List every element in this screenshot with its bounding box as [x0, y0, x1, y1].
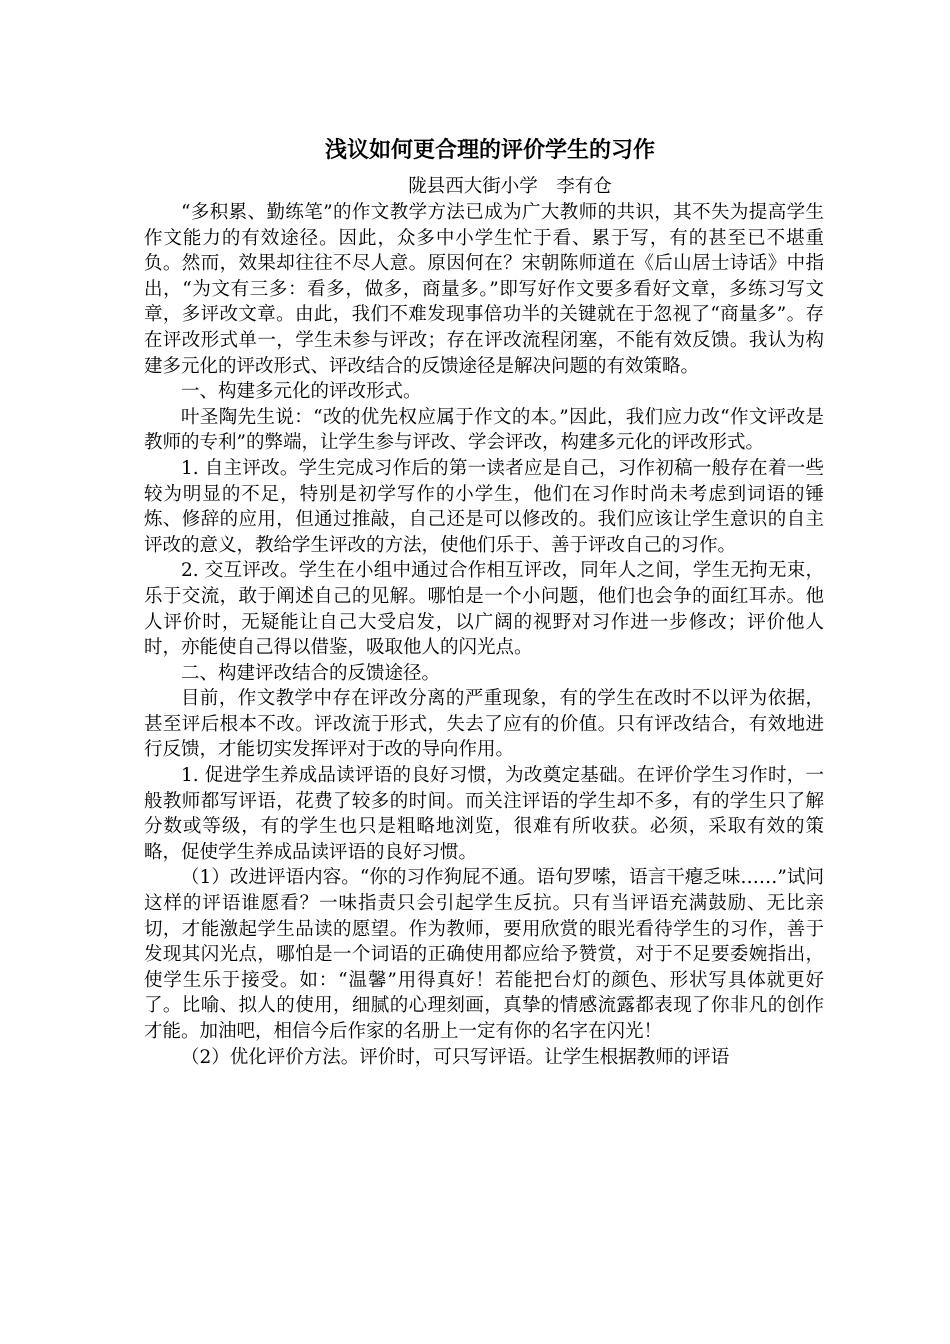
body-paragraph: 2. 交互评改。学生在小组中通过合作相互评改，同年人之间，学生无拘无束，乐于交流，敢于阐述自己的见解。哪怕是一个小问题，他们也会争的面红耳赤。他人评价时，无疑能让自己大受启发，以广阔的视野对习作进一步修改；评价他人时，亦能使自己得以借鉴，吸取他人的闪光点。 — [144, 560, 824, 659]
body-paragraph: 目前，作文教学中存在评改分离的严重现象，有的学生在改时不以评为依据，甚至评后根本不改。评改流于形式，失去了应有的价值。只有评改结合，有效地进行反馈，才能切实发挥评对于改的导向作用。 — [144, 688, 824, 761]
body-paragraph: 1. 促进学生养成品读评语的良好习惯，为改奠定基础。在评价学生习作时，一般教师都写评语，花费了较多的时间。而关注评语的学生却不多，有的学生只了解分数或等级，有的学生也只是粗略地浏览，很难有所收获。必须，采取有效的策略，促使学生养成品读评语的良好习惯。 — [144, 765, 824, 863]
author-byline: 陇县西大街小学 李有仓 — [408, 176, 612, 197]
body-paragraph: “多积累、勤练笔”的作文教学方法已成为广大教师的共识，其不失为提高学生作文能力的有效途径。因此，众多中小学生忙于看、累于写，有的甚至已不堪重负。然而，效果却往往不尽人意。原因何在？宋朝陈师道在《后山居士诗话》中指出，“为文有三多：看多，做多，商量多。”即写好作文要多看好文章，多练习写文章，多评改文章。由此，我们不难发现事倍功半的关键就在于忽视了“商量多”。存在评改形式单一，学生未参与评改；存在评改流程闭塞，不能有效反馈。我认为构建多元化的评改形式、评改结合的反馈途径是解决问题的有效策略。 — [144, 202, 824, 377]
body-paragraph: （1）改进评语内容。“你的习作狗屁不通。语句罗嗦，语言干瘪乏味……”试问这样的评语谁愿看？一味指责只会引起学生反抗。只有当评语充满鼓励、无比亲切，才能激起学生品读的愿望。作为教师，要用欣赏的眼光看待学生的习作，善于发现其闪光点，哪怕是一个词语的正确使用都应给予赞赏，对于不足要委婉指出，使学生乐于接受。如：“温馨”用得真好！若能把台灯的颜色、形状写具体就更好了。比喻、拟人的使用，细腻的心理刻画，真挚的情感流露都表现了你非凡的创作才能。加油吧，相信今后作家的名册上一定有你的名字在闪光！ — [144, 867, 824, 1042]
body-paragraph: 1. 自主评改。学生完成习作后的第一读者应是自己，习作初稿一般存在着一些较为明显的不足，特别是初学写作的小学生，他们在习作时尚未考虑到词语的锤炼、修辞的应用，但通过推敲，自己还是可以修改的。我们应该让学生意识的自主评改的意义，教给学生评改的方法，使他们乐于、善于评改自己的习作。 — [144, 457, 824, 556]
body-paragraph: （2）优化评价方法。评价时，可只写评语。让学生根据教师的评语 — [181, 1046, 730, 1068]
body-paragraph: 叶圣陶先生说：“改的优先权应属于作文的本。”因此，我们应力改“作文评改是教师的专利”的弊端，让学生参与评改、学会评改，构建多元化的评改形式。 — [144, 406, 824, 454]
section-heading: 二、构建评改结合的反馈途径。 — [181, 662, 441, 684]
section-heading: 一、构建多元化的评改形式。 — [181, 381, 422, 403]
document-title: 浅议如何更合理的评价学生的习作 — [324, 138, 655, 163]
document-page — [144, 136, 824, 1070]
document-body — [144, 200, 824, 1070]
